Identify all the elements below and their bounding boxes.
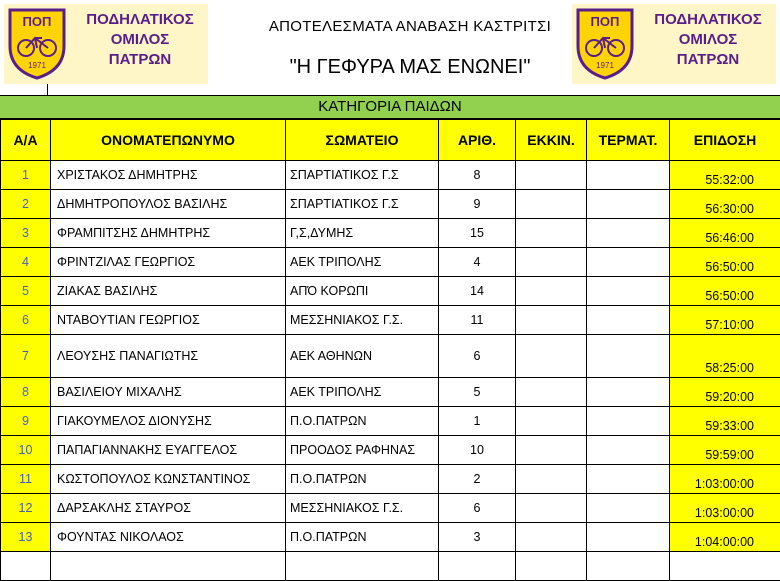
cell-performance[interactable]: 56:50:00 (670, 248, 780, 277)
cell-start[interactable] (516, 277, 587, 306)
cell-finish[interactable] (587, 494, 670, 523)
cell-number[interactable]: 14 (439, 277, 516, 306)
cell-number[interactable] (439, 552, 516, 581)
table-row (1, 335, 780, 378)
cell-start[interactable] (516, 407, 587, 436)
cell-finish[interactable] (587, 552, 670, 581)
cell-performance[interactable]: 59:20:00 (670, 378, 780, 407)
col-header-number[interactable]: ΑΡΙΘ. (439, 120, 516, 161)
cell-club[interactable]: Γ,Σ,ΔΥΜΗΣ (286, 219, 439, 248)
cell-number[interactable]: 2 (439, 465, 516, 494)
cell-performance[interactable]: 56:50:00 (670, 277, 780, 306)
col-header-club[interactable]: ΣΩΜΑΤΕΙΟ (286, 120, 439, 161)
club-name-line1: ΠΟΔΗΛΑΤΙΚΟΣ (74, 10, 206, 30)
table-row (1, 219, 780, 248)
cell-aa[interactable]: 6 (1, 306, 51, 335)
cell-number[interactable]: 4 (439, 248, 516, 277)
cell-performance[interactable]: 59:59:00 (670, 436, 780, 465)
cell-club[interactable]: ΣΠΑΡΤΙΑΤΙΚΟΣ Γ.Σ (286, 161, 439, 190)
cell-name[interactable]: ΔΗΜΗΤΡΟΠΟΥΛΟΣ ΒΑΣΙΛΗΣ (51, 190, 286, 219)
cell-name[interactable]: ΦΡΙΝΤΖΙΛΑΣ ΓΕΩΡΓΙΟΣ (51, 248, 286, 277)
table-row (1, 494, 780, 523)
cell-start[interactable] (516, 335, 587, 378)
cell-name[interactable]: ΖΙΑΚΑΣ ΒΑΣΙΛΗΣ (51, 277, 286, 306)
cell-club[interactable]: ΜΕΣΣΗΝΙΑΚΟΣ Γ.Σ. (286, 306, 439, 335)
table-row (1, 277, 780, 306)
cell-aa[interactable]: 11 (1, 465, 51, 494)
results-subtitle: "Η ΓΕΦΥΡΑ ΜΑΣ ΕΝΩΝΕΙ" (230, 56, 590, 79)
table-row (1, 378, 780, 407)
cell-number[interactable]: 3 (439, 523, 516, 552)
club-name-line1: ΠΟΔΗΛΑΤΙΚΟΣ (642, 10, 774, 30)
cell-aa[interactable]: 8 (1, 378, 51, 407)
cell-start[interactable] (516, 552, 587, 581)
cell-name[interactable]: ΔΑΡΣΑΚΛΗΣ ΣΤΑΥΡΟΣ (51, 494, 286, 523)
cell-club[interactable]: Π.Ο.ΠΑΤΡΩΝ (286, 407, 439, 436)
table-row (1, 306, 780, 335)
cell-performance[interactable]: 1:03:00:00 (670, 465, 780, 494)
cell-aa[interactable]: 2 (1, 190, 51, 219)
cell-border (47, 84, 48, 95)
cell-club[interactable]: ΜΕΣΣΗΝΙΑΚΟΣ Γ.Σ. (286, 494, 439, 523)
cell-finish[interactable] (587, 277, 670, 306)
cell-finish[interactable] (587, 407, 670, 436)
col-header-name[interactable]: ΟΝΟΜΑΤΕΠΩΝΥΜΟ (51, 120, 286, 161)
cell-aa[interactable]: 1 (1, 161, 51, 190)
cell-performance[interactable]: 59:33:00 (670, 407, 780, 436)
cell-aa[interactable]: 5 (1, 277, 51, 306)
table-row (1, 407, 780, 436)
cell-start[interactable] (516, 219, 587, 248)
cell-aa[interactable] (1, 552, 51, 581)
cell-finish[interactable] (587, 465, 670, 494)
cell-performance[interactable]: 1:03:00:00 (670, 494, 780, 523)
results-table (0, 119, 780, 581)
cell-finish[interactable] (587, 190, 670, 219)
col-header-start[interactable]: ΕΚΚΙΝ. (516, 120, 587, 161)
club-logo-left (4, 4, 208, 84)
club-name-line3: ΠΑΤΡΩΝ (74, 50, 206, 70)
cell-start[interactable] (516, 306, 587, 335)
col-header-finish[interactable]: ΤΕΡΜΑΤ. (587, 120, 670, 161)
cell-number[interactable]: 1 (439, 407, 516, 436)
emblem-badge-text: ΠΟΠ (591, 14, 620, 29)
club-name-line3: ΠΑΤΡΩΝ (642, 50, 774, 70)
cell-club[interactable]: ΣΠΑΡΤΙΑΤΙΚΟΣ Γ.Σ (286, 190, 439, 219)
cell-start[interactable] (516, 378, 587, 407)
cell-name[interactable]: ΦΟΥΝΤΑΣ ΝΙΚΟΛΑΟΣ (51, 523, 286, 552)
cell-aa[interactable]: 7 (1, 335, 51, 378)
cell-number[interactable]: 5 (439, 378, 516, 407)
club-name (74, 10, 206, 70)
cell-finish[interactable] (587, 306, 670, 335)
cell-number[interactable]: 9 (439, 190, 516, 219)
cell-club[interactable]: Π.Ο.ΠΑΤΡΩΝ (286, 523, 439, 552)
cell-club[interactable]: ΑΕΚ ΑΘΗΝΩΝ (286, 335, 439, 378)
cell-performance[interactable]: 56:30:00 (670, 190, 780, 219)
cell-club[interactable]: ΑΕΚ ΤΡΙΠΟΛΗΣ (286, 378, 439, 407)
cell-club[interactable] (286, 552, 439, 581)
cell-number[interactable]: 15 (439, 219, 516, 248)
cell-start[interactable] (516, 190, 587, 219)
cell-start[interactable] (516, 248, 587, 277)
cell-start[interactable] (516, 436, 587, 465)
cell-number[interactable]: 6 (439, 494, 516, 523)
cell-number[interactable]: 8 (439, 161, 516, 190)
cell-number[interactable]: 10 (439, 436, 516, 465)
cell-performance[interactable] (670, 552, 780, 581)
sheet-header (0, 0, 780, 95)
table-row (1, 190, 780, 219)
cell-performance[interactable]: 56:46:00 (670, 219, 780, 248)
emblem-year-text: 1971 (596, 61, 614, 70)
cell-start[interactable] (516, 523, 587, 552)
cell-name[interactable]: ΝΤΑΒΟΥΤΙΑΝ ΓΕΩΡΓΙΟΣ (51, 306, 286, 335)
cell-start[interactable] (516, 465, 587, 494)
cell-finish[interactable] (587, 248, 670, 277)
club-name (642, 10, 774, 70)
table-row (1, 523, 780, 552)
cell-aa[interactable]: 9 (1, 407, 51, 436)
cell-club[interactable]: Π.Ο.ΠΑΤΡΩΝ (286, 465, 439, 494)
cell-aa[interactable]: 13 (1, 523, 51, 552)
cell-performance[interactable]: 55:32:00 (670, 161, 780, 190)
club-name-line2: ΟΜΙΛΟΣ (74, 30, 206, 50)
cell-finish[interactable] (587, 436, 670, 465)
cell-finish[interactable] (587, 378, 670, 407)
cell-name[interactable]: ΦΡΑΜΠΙΤΣΗΣ ΔΗΜΗΤΡΗΣ (51, 219, 286, 248)
cell-number[interactable]: 11 (439, 306, 516, 335)
cell-club[interactable]: ΑΕΚ ΤΡΙΠΟΛΗΣ (286, 248, 439, 277)
club-logo-right (572, 4, 776, 84)
cell-club[interactable]: ΑΠΌ ΚΟΡΩΠΙ (286, 277, 439, 306)
table-row (1, 248, 780, 277)
table-row (1, 161, 780, 190)
table-header-row (1, 120, 780, 161)
cell-start[interactable] (516, 161, 587, 190)
emblem-badge-text: ΠΟΠ (23, 14, 52, 29)
table-row (1, 465, 780, 494)
empty-row (1, 552, 780, 581)
table-row (1, 436, 780, 465)
cell-aa[interactable]: 12 (1, 494, 51, 523)
club-emblem-icon (574, 6, 636, 80)
club-name-line2: ΟΜΙΛΟΣ (642, 30, 774, 50)
cell-aa[interactable]: 4 (1, 248, 51, 277)
cell-start[interactable] (516, 494, 587, 523)
cell-finish[interactable] (587, 335, 670, 378)
cell-name[interactable]: ΠΑΠΑΓΙΑΝΝΑΚΗΣ ΕΥΑΓΓΕΛΟΣ (51, 436, 286, 465)
club-emblem-icon (6, 6, 68, 80)
cell-name[interactable] (51, 552, 286, 581)
cell-club[interactable]: ΠΡΟΟΔΟΣ ΡΑΦΗΝΑΣ (286, 436, 439, 465)
cell-finish[interactable] (587, 161, 670, 190)
cell-aa[interactable]: 10 (1, 436, 51, 465)
emblem-year-text: 1971 (28, 61, 46, 70)
cell-finish[interactable] (587, 219, 670, 248)
cell-name[interactable]: ΚΩΣΤΟΠΟΥΛΟΣ ΚΩΝΣΤΑΝΤΙΝΟΣ (51, 465, 286, 494)
category-banner: ΚΑΤΗΓΟΡΙΑ ΠΑΙΔΩΝ (0, 95, 780, 119)
cell-performance[interactable]: 57:10:00 (670, 306, 780, 335)
cell-performance[interactable]: 58:25:00 (670, 335, 780, 378)
cell-performance[interactable]: 1:04:00:00 (670, 523, 780, 552)
cell-aa[interactable]: 3 (1, 219, 51, 248)
cell-name[interactable]: ΧΡΙΣΤΑΚΟΣ ΔΗΜΗΤΡΗΣ (51, 161, 286, 190)
col-header-performance[interactable]: ΕΠΙΔΟΣΗ (670, 120, 780, 161)
cell-name[interactable]: ΛΕΟΥΣΗΣ ΠΑΝΑΓΙΩΤΗΣ (51, 335, 286, 378)
col-header-aa[interactable]: Α/Α (1, 120, 51, 161)
cell-name[interactable]: ΓΙΑΚΟΥΜΕΛΟΣ ΔΙΟΝΥΣΗΣ (51, 407, 286, 436)
cell-finish[interactable] (587, 523, 670, 552)
cell-name[interactable]: ΒΑΣΙΛΕΙΟΥ ΜΙΧΑΛΗΣ (51, 378, 286, 407)
cell-number[interactable]: 6 (439, 335, 516, 378)
results-title: ΑΠΟΤΕΛΕΣΜΑΤΑ ΑΝΑΒΑΣΗ ΚΑΣΤΡΙΤΣΙ (230, 18, 590, 35)
